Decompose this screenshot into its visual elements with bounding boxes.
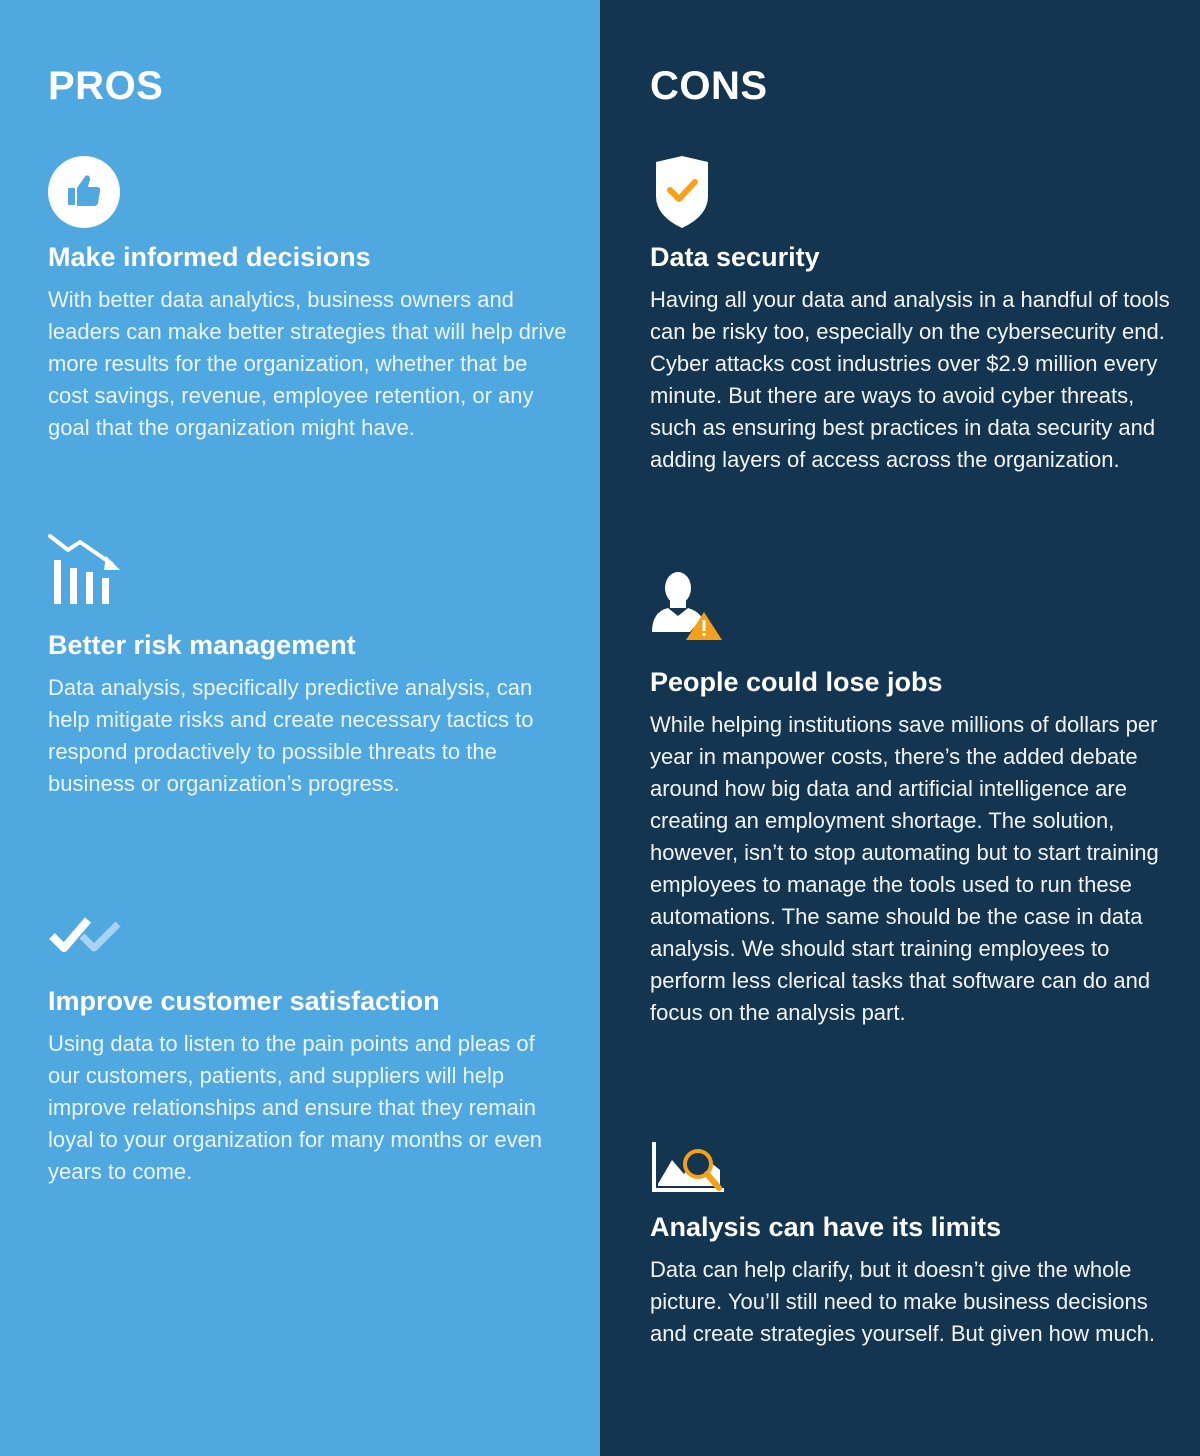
pros-item-customer-satisfaction <box>48 914 568 1184</box>
pros-item-risk-management <box>48 532 568 796</box>
cons-item-analysis-limits <box>650 1140 1170 1346</box>
cons-item-lose-jobs <box>650 568 1170 1025</box>
chart-magnifier-icon <box>650 1140 726 1194</box>
cons-heading: CONS <box>650 64 768 108</box>
pros-item-title: Improve customer satisfaction <box>48 986 440 1016</box>
pros-item-title: Better risk management <box>48 630 356 660</box>
double-check-icon <box>48 914 122 958</box>
pros-heading: PROS <box>48 64 164 108</box>
pros-item-body: Data analysis, specifically predictive analysis, can help mitigate risks and create necessary tactics to respond prodactively to possible threats to the business or organization’s progress. <box>48 675 534 796</box>
thumbs-up-icon <box>48 156 120 228</box>
pros-item-body: Using data to listen to the pain points and pleas of our customers, patients, and suppliers will help improve relationships and ensure that they remain loyal to your organization for many months or even years to come. <box>48 1031 543 1184</box>
pros-item-body: With better data analytics, business owners and leaders can make better strategies that will help drive more results for the organization, whether that be cost savings, revenue, employee retention, or any goal that the organization might have. <box>48 287 567 440</box>
pros-item-informed-decisions <box>48 156 568 440</box>
cons-item-title: People could lose jobs <box>650 667 943 697</box>
cons-item-data-security <box>650 154 1170 472</box>
declining-chart-icon <box>48 532 122 606</box>
cons-item-title: Analysis can have its limits <box>650 1212 1002 1242</box>
cons-item-body: Data can help clarify, but it doesn’t give the whole picture. You’ll still need to make business decisions and create strategies yourself. But given how much. <box>650 1257 1156 1346</box>
cons-item-body: While helping institutions save millions of dollars per year in manpower costs, there’s the added debate around how big data and artificial intelligence are creating an employment shortage. The solution, however, isn’t to stop automating but to start training employees to manage the tools used to run these automations. The same should be the case in data analysis. We should start training employees to perform less clerical tasks that software can do and focus on the analysis part. <box>650 712 1159 1025</box>
person-warning-icon <box>650 568 722 642</box>
cons-column <box>600 0 1200 1456</box>
cons-item-title: Data security <box>650 242 820 272</box>
shield-check-icon <box>650 154 714 230</box>
cons-item-body: Having all your data and analysis in a handful of tools can be risky too, especially on the cybersecurity end. Cyber attacks cost industries over $2.9 million every minute. But there are ways to avoid cyber threats, such as ensuring best practices in data security and adding layers of access across the organization. <box>650 287 1170 472</box>
pros-item-title: Make informed decisions <box>48 242 371 272</box>
